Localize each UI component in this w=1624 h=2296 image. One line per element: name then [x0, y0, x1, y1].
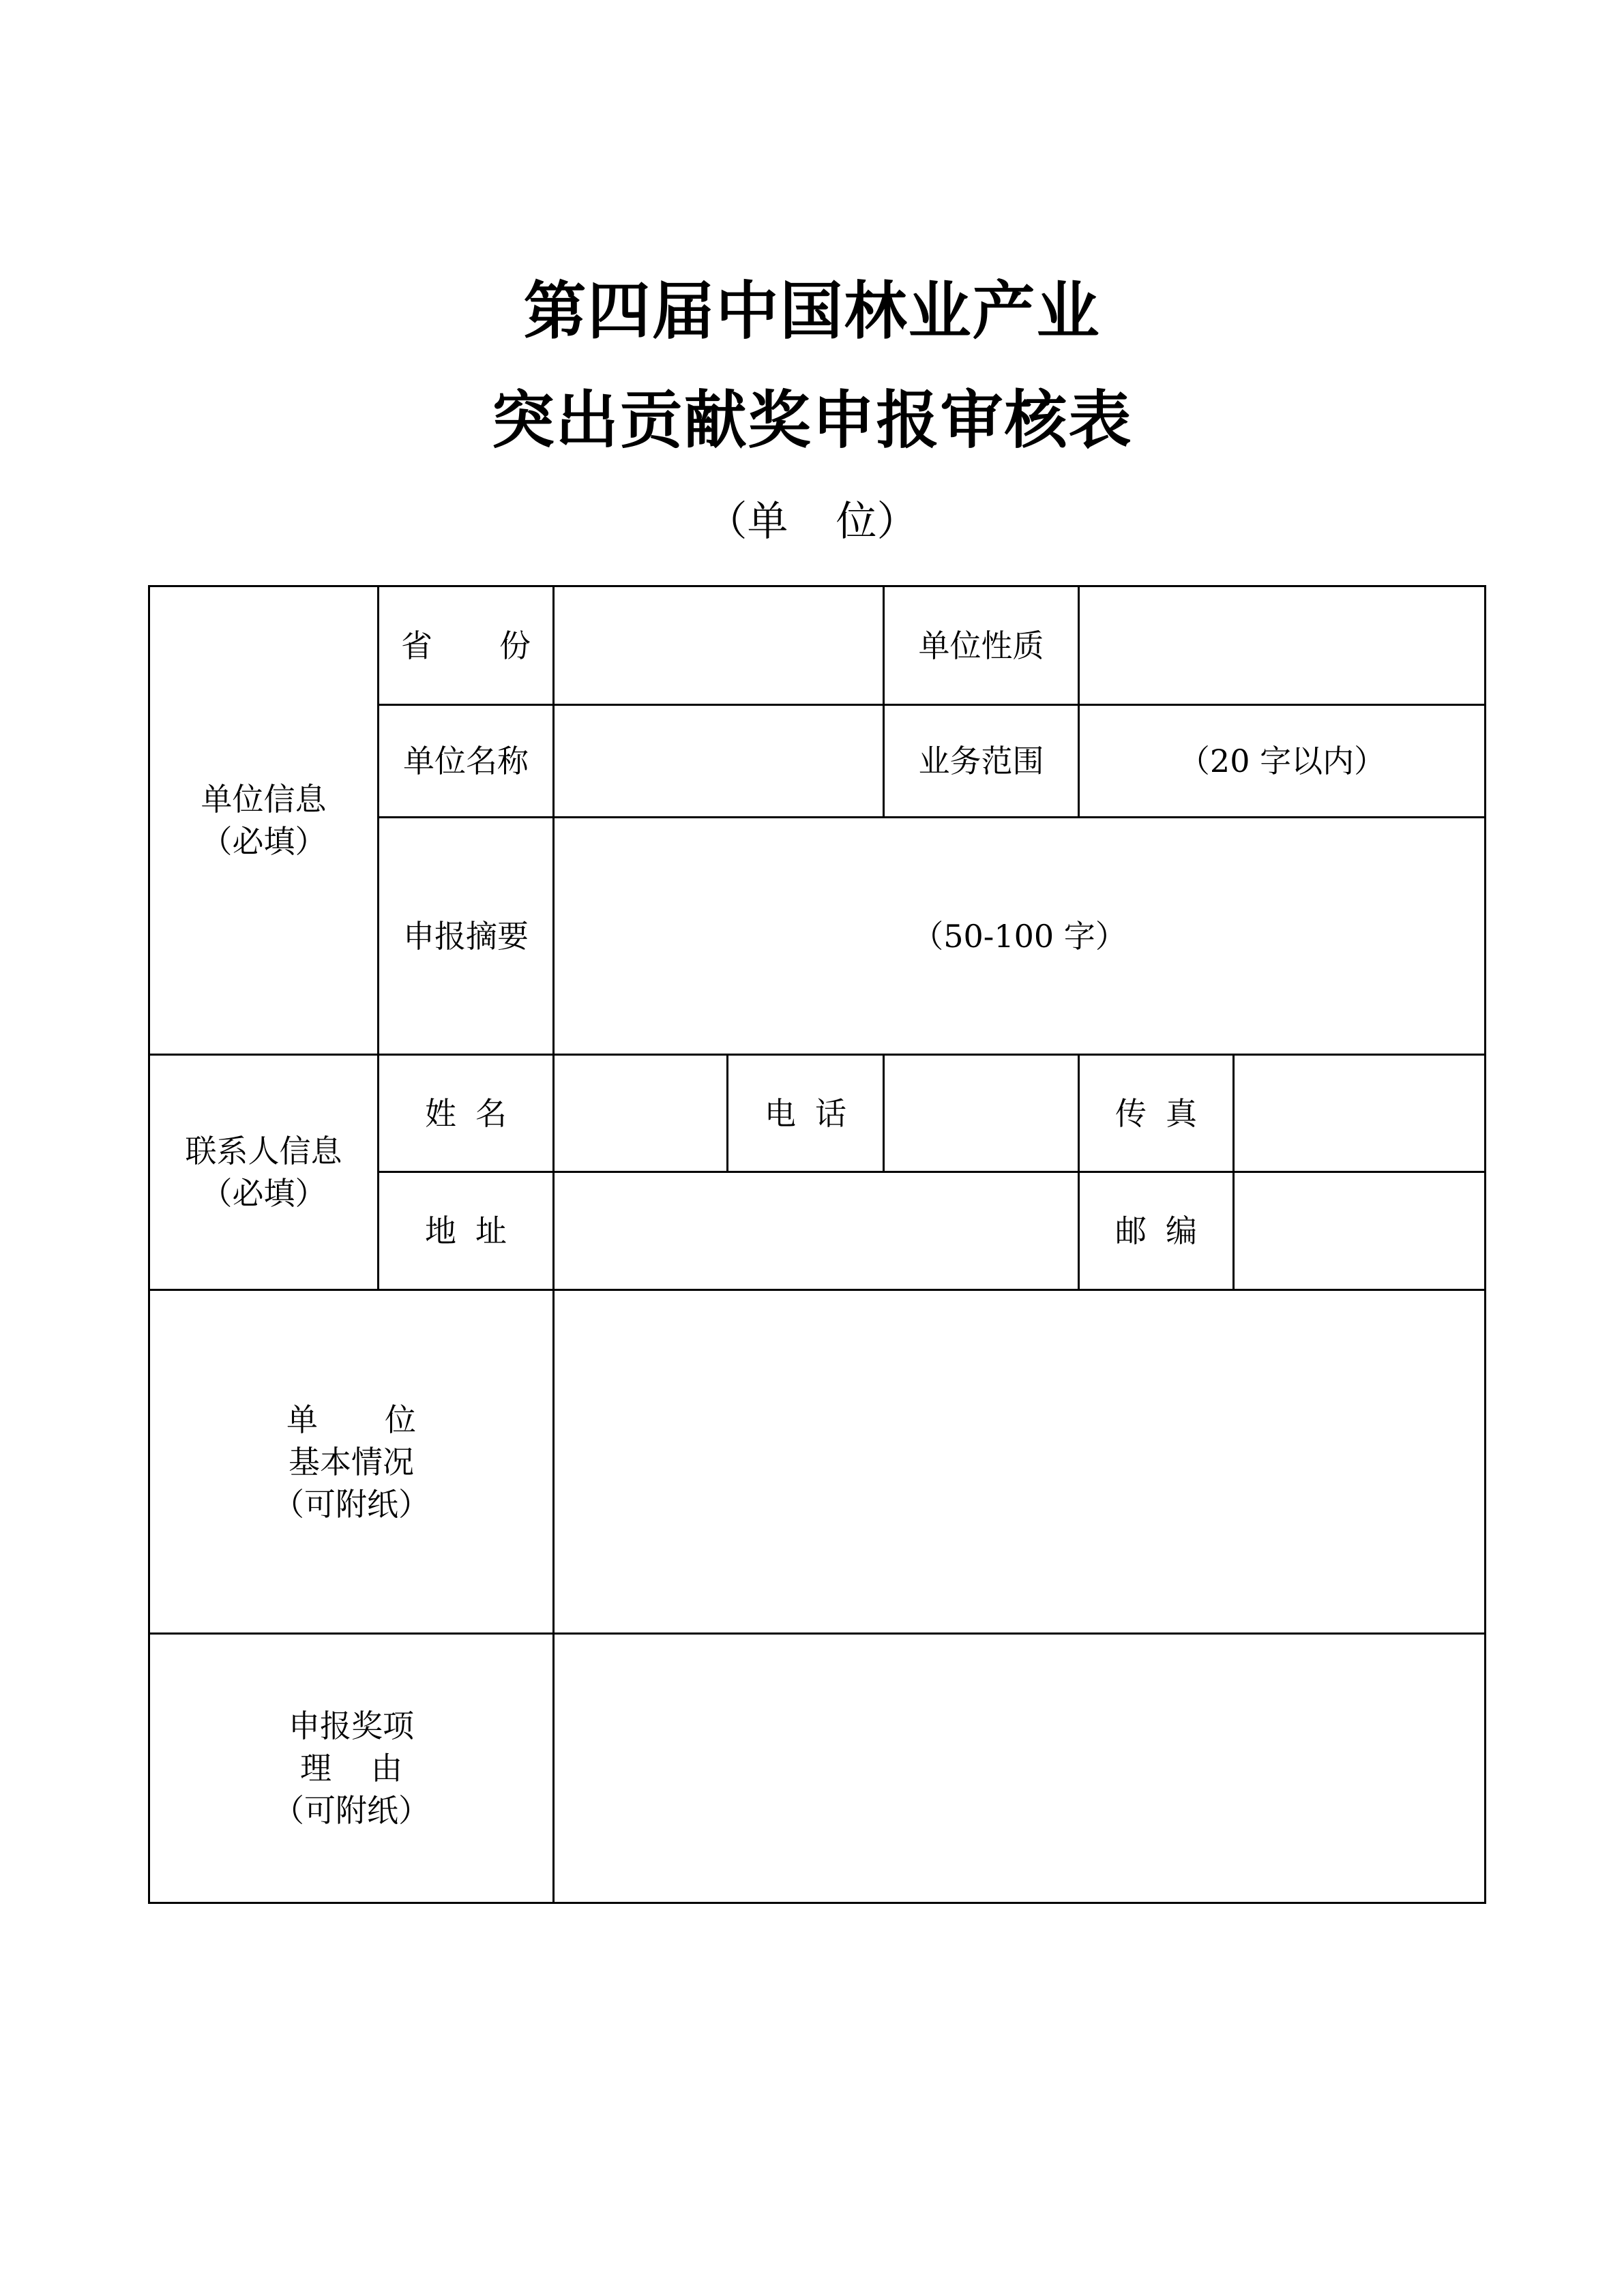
- business-scope-label: 业务范围: [918, 743, 1044, 779]
- fax-label: 传 真: [1115, 1094, 1197, 1132]
- contact-name-input[interactable]: [555, 1056, 726, 1171]
- address-label: 地 址: [425, 1212, 507, 1249]
- subtitle-char1: 单: [747, 498, 788, 546]
- postcode-label: 邮 编: [1115, 1212, 1197, 1249]
- summary-input[interactable]: [555, 818, 1484, 1054]
- contact-info-required-note: （必填）: [201, 1175, 327, 1212]
- contact-name-label: 姓 名: [425, 1094, 507, 1132]
- award-reason-label: 申报奖项 理 由 （可附纸）: [273, 1708, 430, 1829]
- province-label: 省 份: [401, 627, 531, 664]
- subtitle: [0, 498, 1624, 546]
- basic-situation-input[interactable]: [555, 1291, 1484, 1632]
- subtitle-close: ）: [876, 498, 918, 546]
- postcode-input[interactable]: [1235, 1173, 1484, 1289]
- summary-label: 申报摘要: [403, 917, 529, 955]
- unit-info-required-note: （必填）: [201, 823, 327, 860]
- page-title-line1: 第四届中国林业产业: [523, 274, 1101, 348]
- page-title-line2: 突出贡献奖申报审核表: [491, 383, 1133, 457]
- unit-nature-label: 单位性质: [918, 627, 1044, 664]
- unit-name-input[interactable]: [555, 706, 883, 816]
- phone-input[interactable]: [885, 1056, 1078, 1171]
- contact-info-title: 联系人信息: [185, 1133, 342, 1169]
- unit-nature-input[interactable]: [1080, 587, 1484, 704]
- business-scope-input[interactable]: [1080, 706, 1484, 816]
- fax-input[interactable]: [1235, 1056, 1484, 1171]
- award-reason-input[interactable]: [555, 1635, 1484, 1902]
- contact-info-group-label: [150, 1056, 377, 1289]
- business-scope-hint: （20 字以内）: [1178, 743, 1386, 779]
- summary-hint: （50-100 字）: [912, 917, 1127, 955]
- subtitle-open: （: [706, 498, 748, 546]
- phone-label: 电 话: [765, 1094, 846, 1132]
- unit-name-label: 单位名称: [403, 743, 529, 779]
- unit-info-group-label: [150, 587, 377, 1054]
- subtitle-char2: 位: [836, 498, 877, 546]
- basic-situation-label: 单 位 基本情况 （可附纸）: [273, 1401, 430, 1523]
- unit-info-title: 单位信息: [201, 781, 327, 818]
- province-input[interactable]: [555, 587, 883, 704]
- address-input[interactable]: [555, 1173, 1078, 1289]
